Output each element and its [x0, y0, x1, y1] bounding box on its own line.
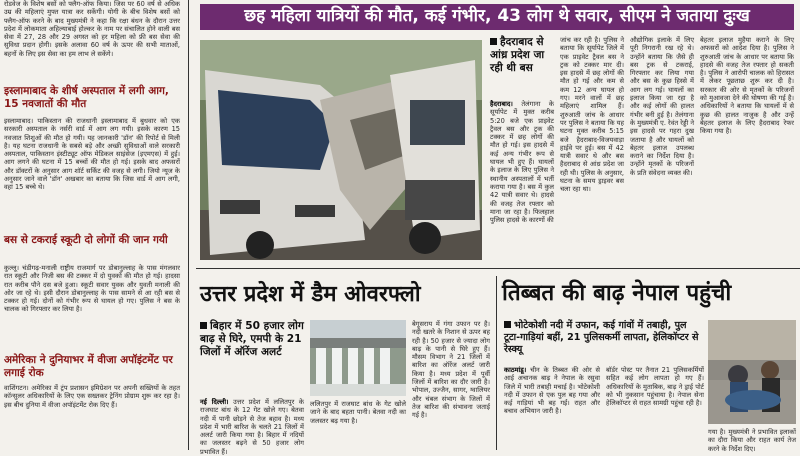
left-intro-text: रोडवेज के विशेष बसों को फ्लैग-ऑफ किया। जिस पर 60 वर्ष से अधिक उम्र की महिलाएं मुफ्त यात्रा कर सकेंगी। योगी के बीच विशेष बसों को फ्लैग-ऑफ करने के बाद मुख्यमंत्री ने कहा कि रक्षा बंधन के दौरान उत्तर प्रदेश में लोकमाता अहिल्याबाई होल्कर के नाम पर संचालित होने वाली बस सेवा में 27, 28 और 29 अगस्त को हर महिला को फ्री बस सेवा की सुविधा प्रदान होगी। इसके अलावा 60 वर्ष के ऊपर की सभी माताओं, बहनों के लिए इस सेवा का हम लाभ ले सकेंगे।: [4, 0, 180, 58]
up-story-subheadline: [200, 320, 304, 394]
tibet-sub-text: भोटेकोशी नदी में उफान, कई गांवों में तबाही, पुल टूटा-गाड़ियां बहीं, 21 पुलिसकर्मी लापता, हेलिकॉप्टर से रेस्क्यू: [504, 320, 699, 355]
left-story3-headline: अमेरिका ने दुनियाभर में वीजा अपॉइंटमेंट पर लगाई रोक: [4, 354, 173, 379]
flood-rescue-photo: [708, 320, 796, 424]
up-body-left-text: उत्तर प्रदेश में ललितपुर के राजघाट बांध के 12 गेट खोले गए। बेतवा नदी में पानी छोड़ने से तेज बहाव है। मध्य प्रदेश में भारी बारिश के चलते 21 जिलों में अलर्ट जारी किया गया है। बिहार में नदियों का जलस्तर बढ़ने से 50 हजार लोग प्रभावित हैं।: [200, 398, 304, 456]
tibet-story-subheadline: [504, 320, 704, 362]
left-story3-body: वाशिंगटन। अमेरिका में ट्रंप प्रशासन इमिग्रेशन पर अपनी सख्तियों के तहत कॉन्सुलर अधिकारियों के लिए एक सख्तकर ट्रेनिंग प्रोग्राम शुरू कर रहा है। इस बीच दुनिया में वीजा अपॉइंटमेंट रोक दिए हैं।: [4, 384, 180, 409]
top-story-col1-text: तेलंगाना के सूर्यापेट में मुक्त करीब 5:20 बजे एक प्राइवेट ट्रैवल बस और ट्रक की टक्कर में छह लोगों की मौत हो गई। इस हादसे में कई अन्य गंभीर रूप से घायल भी हुए हैं। घायलों के इलाज के लिए पुलिस ने स्थानीय अस्पतालों में भर्ती कराया गया है। बस में कुल 42 यात्री सवार थे। हादसे की वजह तेज रफ्तार को माना जा रहा है। फिलहाल पुलिस हादसे के कारणों की: [490, 100, 554, 225]
top-story-banner: छह महिला यात्रियों की मौत, कई गंभीर, 43 लोग थे सवार, सीएम ने जताया दुःख: [200, 4, 794, 30]
bullet-square-icon: [490, 38, 497, 45]
tibet-story-body-left: [504, 366, 600, 450]
tibet-body-left-text: चीन के तिब्बत की ओर से आई अचानक बाढ़ ने नेपाल के रसुवा जिले में भारी तबाही मचाई है। भोटेकोशी नदी में उफान से एक पुल बह गया और कई गाड़ियां भी बह गईं। राहत और बचाव अभियान जारी है।: [504, 366, 600, 416]
side-headline-text: हैदराबाद से आंध्र प्रदेश जा रही थी बस: [490, 36, 545, 74]
column-divider-mid: [496, 276, 497, 450]
top-story-col1: [490, 100, 554, 260]
top-story-dateline: हैदराबाद।: [490, 100, 513, 108]
bus-truck-collision-photo: [200, 40, 482, 260]
top-story-col4: बेहतर इलाज मुहैया कराने के लिए अफसरों को आदेश दिया है। पुलिस ने शुरुआती जांच के आधार पर बताया कि हादसे की वजह तेज रफ्तार हो सकती है। पुलिस ने आरोपी चालक को हिरासत में लेकर पूछताछ शुरू कर दी है। सरकार की ओर से मृतकों के परिजनों को मुआवजा देने की घोषणा की गई है। अधिकारियों ने बताया कि घायलों में से कुछ की हालत नाजुक है और उन्हें बेहतर इलाज के लिए हैदराबाद रेफर किया गया है।: [700, 36, 794, 136]
left-story2-body: कुल्लू। चंडीगढ़-मनाली राष्ट्रीय राजमार्ग पर डोबानुल्लाह के पास मंगलवार रात स्कूटी और निजी बस की टक्कर में दो युवकों की मौत हो गई। हादसा रात करीब पौने दस बजे हुआ। स्कूटी सवार युवक और युवती मनाली की ओर जा रहे थे। इसी दौरान डोबानुल्लाह के पास सामने से आ रही बस से टक्कर हो गई। दोनों को गंभीर रूप से घायल हो गए। पुलिस ने बस के चालक को गिरफ्तार कर लिया है।: [4, 264, 180, 314]
up-story-body-left: [200, 398, 304, 456]
dam-photo-caption: ललितपुर में राजघाट बांध के गेट खोले जाने के बाद बहता पानी। बेतवा नदी का जलस्तर बढ़ गया है।: [310, 400, 406, 425]
tibet-story-body-right: गया है। मुख्यमंत्री ने प्रभावित इलाकों का दौरा किया और राहत कार्य तेज करने के निर्देश दिए।: [708, 428, 796, 453]
tibet-flood-headline: तिब्बत की बाढ़ नेपाल पहुंची: [502, 280, 732, 306]
top-story-col3: औद्योगिक इलाके में लिए पूरी निगरानी रख रहे थे। उन्होंने बताया कि जैसे ही बस ट्रक से टकराई, गिरफ्तार कर लिया गया और बस के कुछ हिस्से में आग लग गई। घायलों का इलाज किया जा रहा है और कई लोगों की हालत गंभीर बनी हुई है। तेलंगाना के मुख्यमंत्री ए. रेवंत रेड्डी ने इस हादसे पर गहरा दुख जताया है और घायलों को बेहतर इलाज उपलब्ध कराने का निर्देश दिया है। उन्होंने मृतकों के परिजनों के प्रति संवेदना व्यक्त की।: [630, 36, 694, 177]
left-story1-body: इस्लामाबाद। पाकिस्तान की राजधानी इस्लामाबाद में बुधवार को एक सरकारी अस्पताल के नर्सरी वार्ड में आग लग गयी। इसके कारण 15 नवजात शिशुओं की मौत हो गयी। यह जानकारी 'डॉन' की रिपोर्ट से मिली है। यह घटना राजधानी के सबसे बड़े और अच्छी सुविधाओं वाले सरकारी अस्पताल, पाकिस्तान इंस्टीट्यूट ऑफ मेडिकल साइंसेज (इएमएस) में हुई। आग लगने की घटना में 15 बच्चों की मौत हो गई। इसके बाद अफसरों और डॉक्टरों के अनुसार आग शॉर्ट सर्किट की वजह से लगी। जियो न्यूज के अनुसार जाने वाले 'डॉन' अखबार का बताया कि जिस वार्ड में आग लगी, वहां 15 बच्चे थे।: [4, 117, 180, 192]
top-story-col2: जांच कर रही है। पुलिस ने बताया कि सूर्यापेट जिले में एक प्राइवेट ट्रैवल बस ने ट्रक को टक्कर मार दी। इस हादसे में छह लोगों की मौत हो गई और कम से कम 12 अन्य घायल हो गए। मरने वालों में छह महिलाएं शामिल हैं। शुरुआती जांच के आधार पर पुलिस ने बताया कि यह घटना मुक्त करीब 5:15 बजे हैदराबाद-विजयवाड़ा हाईवे पर हुई। बस में 42 यात्री सवार थे और बस हैदराबाद से आंध्र प्रदेश जा रही थी। पुलिस के अनुसार, घटना के समय ड्राइवर बस चला रहा था।: [560, 36, 624, 194]
tibet-story-body-mid: बॉर्डर पोस्ट पर तैनात 21 पुलिसकर्मियों सहित कई लोग लापता हो गए हैं। अधिकारियों के मुताबिक, बाढ़ ने ड्राई पोर्ट को भी नुकसान पहुंचाया है। नेपाल सेना हेलिकॉप्टर से राहत सामग्री पहुंचा रही है।: [606, 366, 704, 408]
bullet-square-icon: [504, 321, 511, 328]
left-story1-headline: इस्लामाबाद के शीर्ष अस्पताल में लगी आग, 15 नवजातों की मौत: [4, 85, 169, 110]
up-story-body-right: बेगूसराय में गंगा उफान पर है। नदी खतरे के निशान से ऊपर बह रही है। 50 हजार से ज्यादा लोग बाढ़ के पानी से घिरे हुए हैं। मौसम विभाग ने 21 जिलों में बारिश का ऑरेंज अलर्ट जारी किया है। मध्य प्रदेश में पूर्वी जिलों में बारिश का दौर जारी है। भोपाल, उज्जैन, सागर, ग्वालियर और चंबल संभाग के जिलों में तेज बारिश की संभावना जताई गई है।: [412, 320, 490, 420]
column-divider-left: [188, 0, 189, 450]
top-story-side-headline: [490, 36, 554, 98]
horizontal-divider: [196, 268, 800, 269]
bullet-square-icon: [200, 322, 207, 329]
left-story2-headline: बस से टकराई स्कूटी दो लोगों की जान गयी: [4, 234, 168, 246]
up-dam-headline: उत्तर प्रदेश में डैम ओवरफ्लो: [200, 281, 421, 307]
tibet-story-dateline: काठमांडू।: [504, 366, 527, 374]
up-story-dateline: नई दिल्ली।: [200, 398, 229, 406]
dam-overflow-photo: [310, 320, 406, 396]
up-sub-text: बिहार में 50 हजार लोग बाढ़ से घिरे, एमपी के 21 जिलों में ऑरेंज अलर्ट: [200, 320, 304, 358]
